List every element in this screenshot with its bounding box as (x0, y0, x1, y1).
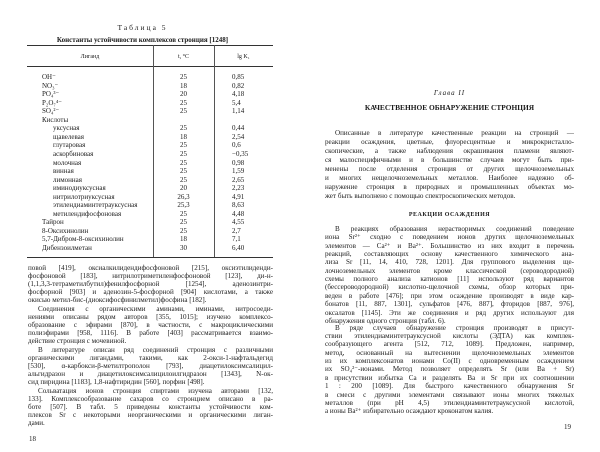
table-cell-ligand: щавелевая (53, 132, 85, 141)
chapter-title: КАЧЕСТВЕННОЕ ОБНАРУЖЕНИЕ СТРОНЦИЯ (364, 103, 535, 112)
table-cell-lgk: 4,18 (232, 90, 245, 99)
table-cell-temperature: 20 (180, 90, 187, 99)
table-cell-temperature: 25 (180, 158, 187, 167)
table-cell-lgk: 0,82 (232, 81, 245, 90)
section-title: РЕАКЦИИ ОСАЖДЕНИЯ (408, 212, 491, 218)
text-line: элементов — Ca²⁺ и Ba²⁺. Большинство из них входит в перечень (325, 241, 574, 250)
text-line: 133]. Комплексообразование сахаров со стронцием описано в ра- (28, 394, 273, 403)
table-cell-ligand: OH⁻ (42, 73, 56, 81)
table-cell-lgk: −0,35 (232, 149, 249, 158)
table-cell-lgk: 4,48 (232, 209, 245, 218)
text-line: реакции осаждения, цветные, флуоресцентные и микрокристалло- (325, 137, 574, 146)
table-cell-temperature: 18 (180, 132, 187, 141)
chapter-label: Глава II (433, 89, 466, 97)
table-cell-temperature: 20 (180, 184, 187, 193)
table-cell-ligand: PO₄³⁻ (42, 90, 60, 99)
table-cell-temperature: 25,3 (177, 201, 190, 210)
text-line: в присутствии избытка Ca и разделять Ba и Sr при их соотношении (325, 373, 574, 382)
table-cell-lgk: 4,91 (232, 192, 245, 201)
text-line: образование с эфирами [870], в частности, с макроциклическими (28, 320, 273, 329)
text-line: металлов (при pH 4,5) этилендиаминтетрауксусной кислотой, (325, 398, 574, 407)
text-line: дами. (28, 418, 45, 427)
table-cell-lgk: 0,98 (232, 158, 245, 167)
table-cell-temperature: 25 (180, 226, 187, 235)
table-cell-ligand: винная (53, 167, 74, 176)
text-line: (бессероводородной) кислотно-щелочной схемы, обзор которых при- (325, 283, 574, 292)
text-line: действие стронция с мочевиной. (28, 337, 127, 346)
text-line: сообразующего агента [512, 712, 1089]. Предложен, например, (325, 340, 574, 349)
text-line: реакций, составляющих основу качественного химического ана- (325, 250, 574, 259)
text-line: жет быть выполнено с помощью спектроскопических методов. (325, 191, 516, 200)
table-cell-temperature: 25 (180, 218, 187, 227)
table-cell-lgk: 6,40 (232, 244, 245, 252)
text-line: ствии этилендиаминтетрауксусной кислоты (ЭДТА) как комплек- (325, 332, 574, 341)
table-cell-lgk: 8,63 (232, 201, 245, 210)
text-line: схемы полного анализа катионов [11] используют ряд вариантов (325, 275, 574, 284)
page-number: 18 (29, 435, 36, 443)
table-cell-ligand: 5,7-Дибром-8-оксихинолин (42, 235, 124, 244)
table-cell-temperature: 18 (180, 235, 187, 244)
table-caption: Таблица 5 (117, 23, 168, 32)
table-cell-ligand: Тайрон (42, 218, 64, 227)
table-cell-ligand: аскорбиновая (53, 149, 94, 158)
table-header-rule (27, 66, 273, 67)
table-cell-ligand: 8-Оксихинолин (42, 226, 89, 235)
text-line: 1 : 200 [1089]. Для быстрого качественного обнаружения Sr (325, 382, 574, 391)
text-line: лиза Sr [11, 14, 410, 728, 1201]. Для группового выделения ще- (325, 258, 574, 267)
text-line: из их комплексонатов ионами Co(II) с одновременным осаждением (325, 357, 574, 366)
table-cell-ligand: NO₃⁻ (42, 81, 59, 90)
table-bottom-rule (27, 257, 273, 258)
table-cell-temperature: 25 (180, 141, 187, 150)
text-line: метод, основанный на вытеснении щелочноземельных элементов (325, 348, 574, 357)
text-line: боте [507]. В табл. 5 приведены константы устойчивости ком- (28, 402, 273, 411)
table-cell-temperature: 25 (180, 175, 187, 184)
text-line: [530], α-карбокси-β-метилтрополон [793], диацетилоксимсалицил- (28, 361, 273, 370)
table-cell-temperature: 26,3 (177, 192, 190, 201)
text-line: В реакциях образования нерастворимых соединений поведение (335, 225, 574, 233)
table-cell-ligand: Дибензоилметан (42, 244, 92, 252)
table-cell-lgk: 5,4 (232, 98, 241, 107)
table-cell-ligand: этилендиаминтетрауксусная (53, 201, 138, 210)
text-line: их SO₄²⁻-ионами. Метод позволяет определять Sr (или Ba + Sr) (325, 365, 574, 374)
table-cell-temperature: 18 (180, 81, 187, 90)
page-number: 19 (564, 423, 571, 431)
text-line: фосфоновой [183], нитрилотриметиленфосфоновой [123], ди-н- (28, 272, 273, 281)
table-cell-ligand: P₂O₇⁴⁻ (42, 98, 62, 107)
text-line: повой [419], оксиалкилидендифосфоновой [215], оксиэтилиденди- (28, 264, 273, 272)
text-line: Соединения с органическими аминами, иминами, нитросоеди- (38, 304, 273, 313)
table-cell-temperature: 25 (180, 149, 187, 158)
table-cell-ligand: метилендифосфоновая (53, 209, 122, 218)
text-line: и многих нещелочноземельных металлов. Наиболее надежно об- (325, 173, 574, 182)
table-cell-lgk: 2,7 (232, 226, 241, 235)
table-header-temperature: t, °C (177, 54, 190, 60)
table-column-divider (214, 45, 215, 257)
table-top-rule (27, 45, 273, 46)
text-line: лочноземельных элементов кроме классической (сероводородной) (325, 266, 574, 275)
table-title: Константы устойчивости комплексов стронция [1248] (56, 36, 229, 44)
table-cell-ligand: иминодиуксусная (53, 184, 106, 193)
table-cell-temperature: 25 (180, 167, 187, 176)
table-cell-ligand: уксусная (53, 124, 80, 133)
table-cell-temperature: 30 (180, 244, 187, 252)
text-line: полиэфирами [958, 1116]. В работе [403] рассматривается взаимо- (28, 329, 273, 337)
text-line: менены после отделения стронция от других щелочноземельных (325, 164, 574, 173)
table-cell-lgk: 2,23 (232, 184, 245, 193)
text-line: оксалатов [1145]. Эти же соединения и ряд других используют для (325, 308, 574, 317)
table-cell-ligand: молочная (53, 158, 82, 167)
text-line: а ионы Ba²⁺ избирательно осаждают кроконатом калия. (325, 407, 494, 416)
text-line: органическими лигандами, такими, как 2-окси-1-нафтальдегид (28, 353, 273, 362)
table-cell-ligand: Кислоты (42, 115, 69, 124)
text-line: плексов Sr с некоторыми неорганическими и органическими лиган- (28, 410, 273, 419)
table-cell-lgk: 4,55 (232, 218, 245, 227)
table-cell-temperature: 25 (180, 107, 187, 116)
text-line: Описанные в литературе качественные реакции на стронций — (335, 129, 574, 137)
table-cell-lgk: 1,59 (232, 167, 245, 176)
text-line: альгидразон и диацетилоксимсалицилоилгидразон [1343], N-ок- (28, 369, 273, 378)
table-cell-ligand: SO₄²⁻ (42, 107, 60, 116)
table-cell-lgk: 0,6 (232, 141, 241, 150)
table-cell-temperature: 25 (180, 98, 187, 107)
table-cell-temperature: 25 (180, 73, 187, 81)
text-line: сид пиридина [1183], 1,8-нафтиридин [560], порфин [498]. (28, 377, 205, 386)
table-cell-lgk: 0,85 (232, 73, 245, 81)
text-line: окисью метил-бис-(диоксифосфинилметил)фосфина [182]. (28, 296, 207, 305)
table-cell-ligand: глутаровая (53, 141, 86, 150)
text-line: (1,1,3,3-тетраметилбутил)фенилфосфорной [1254], аденозинтри- (28, 280, 273, 289)
table-cell-ligand: лимонная (53, 175, 82, 184)
text-line: веден в работе [476]; при этом осаждение производят в виде кар- (325, 291, 574, 300)
table-cell-lgk: 7,1 (232, 235, 241, 244)
text-line: фосфорной [903] и аденозин-5-фосфорной [904] кислотами, а также (28, 288, 273, 297)
text-line: обнаружения одного стронция (табл. 6). (325, 316, 446, 325)
table-cell-lgk: 1,14 (232, 107, 245, 116)
text-line: наружение стронция в природных и промышленных объектах мо- (325, 182, 574, 191)
text-line: нениями описаны рядом авторов [355, 1015]; изучено комплексо- (28, 312, 273, 321)
table-cell-temperature: 25 (180, 209, 187, 218)
text-line: Сольватация ионов стронция спиртами изучена авторами [132, (38, 386, 273, 395)
table-cell-lgk: 0,44 (232, 124, 245, 133)
text-line: скопические, а также наблюдения окрашивания пламени являют- (325, 146, 574, 155)
table-cell-temperature: 25 (180, 124, 187, 133)
text-line: иона Sr²⁺ сходно с поведением ионов других щелочноземельных (325, 233, 574, 242)
text-line: В литературе описан ряд соединений стронция с различными (38, 345, 273, 354)
text-line: В ряде случаев обнаружение стронция производят в присут- (335, 323, 574, 332)
text-line: бонатов [11, 887, 1301], сульфатов [476, 887], фторидов [887, 976], (325, 300, 574, 309)
table-cell-lgk: 2,65 (232, 175, 245, 184)
table-cell-ligand: нитрилотриуксусная (53, 192, 115, 201)
text-line: ся малоспецифичными и в большинстве случаев могут быть при- (325, 155, 574, 164)
table-header-ligand: Лиганд (80, 54, 100, 60)
text-line: в смеси с другими элементами связывают ионы многих тяжелых (325, 390, 574, 399)
table-cell-lgk: 2,54 (232, 132, 245, 141)
table-header-lgk: lg K₁ (237, 54, 250, 60)
